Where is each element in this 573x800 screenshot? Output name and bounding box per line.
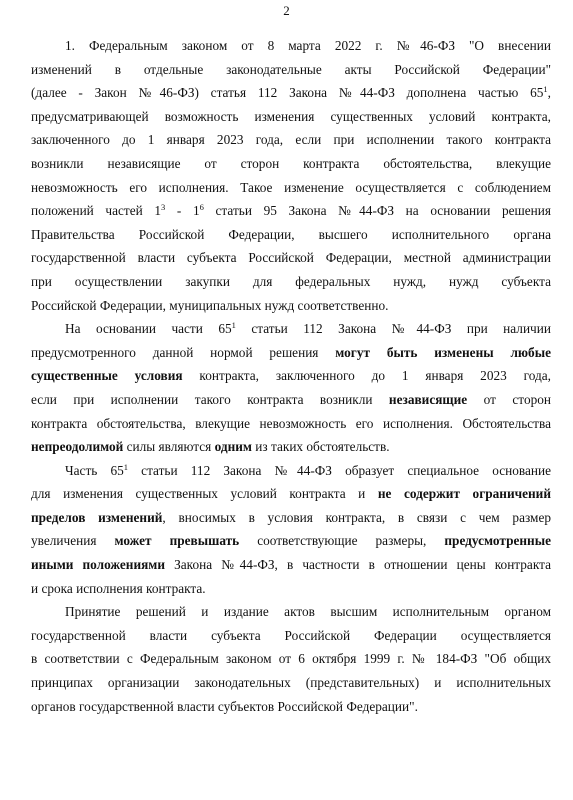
bold-text: иными положениями <box>31 557 166 573</box>
text-span: предусматривающей возможность изменения существенных условий контракта, <box>31 108 551 124</box>
text-span: соответствующие размеры, <box>239 533 445 549</box>
bold-text: пределов изменений <box>31 509 163 525</box>
superscript: 3 <box>161 202 166 213</box>
text-span: статьи 95 Закона №44-ФЗ на основании решения <box>203 203 551 219</box>
text-line <box>31 600 551 624</box>
text-line <box>31 364 551 388</box>
text-span: в соответствии с Федеральным законом от 6 октября 1999 г. № 184-ФЗ "Об общих <box>31 651 551 667</box>
text-span: возникли независящие от сторон контракта обстоятельства, влекущие <box>31 155 551 171</box>
bold-text: может превышать <box>114 533 240 549</box>
text-line <box>31 695 551 719</box>
text-line <box>31 199 551 223</box>
text-line <box>31 223 551 247</box>
text-span: государственной власти субъекта Российской Федерации осуществляется <box>31 627 551 643</box>
text-span: , <box>547 85 551 101</box>
bold-text: не содержит ограничений <box>377 486 551 502</box>
text-span: увеличения <box>31 533 115 549</box>
text-span: предусмотренного данной нормой решения <box>31 344 336 360</box>
bold-text: могут быть изменены любые <box>335 344 551 360</box>
text-line <box>31 647 551 671</box>
bold-text: существенные условия <box>31 368 183 384</box>
text-span: контракта, заключенного до 1 января 2023 года, <box>182 368 551 384</box>
text-span: положений частей 1 <box>31 203 162 219</box>
bold-text: непреодолимой <box>31 439 124 455</box>
text-line <box>31 58 551 82</box>
text-line <box>31 482 551 506</box>
text-span: статьи 112 Закона №44-ФЗ при наличии <box>235 321 551 337</box>
text-line <box>31 529 551 553</box>
text-span: и срока исполнения контракта. <box>31 580 206 596</box>
bold-text: одним <box>214 439 252 455</box>
text-line <box>31 152 551 176</box>
text-span: Принятие решений и издание актов высшим исполнительным органом <box>65 604 551 620</box>
text-span: государственной власти субъекта Российской Федерации, местной администрации <box>31 250 551 266</box>
paragraph <box>31 34 551 317</box>
text-line <box>31 553 551 577</box>
text-line <box>31 176 551 200</box>
text-line <box>31 294 551 318</box>
text-span: принципах организации законодательных (представительных) и исполнительных <box>31 675 551 691</box>
bold-text: предусмотренные <box>444 533 551 549</box>
text-span: изменений в отдельные законодательные акты Российской Федерации" <box>31 61 551 77</box>
text-line <box>31 270 551 294</box>
text-line <box>31 412 551 436</box>
text-span: органов государственной власти субъектов Российской Федерации". <box>31 698 418 714</box>
superscript: 1 <box>123 461 129 472</box>
text-span: статьи 112 Закона №44-ФЗ образует специальное основание <box>128 462 551 478</box>
text-line <box>31 341 551 365</box>
document-body <box>31 34 551 718</box>
text-line <box>31 459 551 483</box>
text-span: Правительства Российской Федерации, высшего исполнительного органа <box>31 226 551 242</box>
bold-text: независящие <box>388 391 468 407</box>
text-span: при осуществлении закупки для федеральных нужд, нужд субъекта <box>31 273 551 289</box>
text-span: Российской Федерации, муниципальных нужд соответственно. <box>31 297 389 313</box>
text-span: На основании части 65 <box>65 321 232 337</box>
superscript: 1 <box>543 84 548 95</box>
text-line <box>31 128 551 152</box>
text-span: контракта обстоятельства, влекущие невозможность его исполнения. Обстоятельства <box>31 415 551 431</box>
superscript: 6 <box>199 202 204 213</box>
text-line <box>31 671 551 695</box>
text-span: невозможность его исполнения. Такое изменение осуществляется с соблюдением <box>31 179 551 195</box>
paragraph <box>31 459 551 601</box>
text-span: силы являются <box>123 439 215 455</box>
paragraph <box>31 317 551 459</box>
text-span: из таких обстоятельств. <box>251 439 390 455</box>
text-span: для изменения существенных условий контракта и <box>31 486 378 502</box>
text-span: 1. Федеральным законом от 8 марта 2022 г. №46-ФЗ "О внесении <box>65 38 551 53</box>
text-span: , вносимых в условия контракта, в связи с чем размер <box>162 509 552 525</box>
text-line <box>31 105 551 129</box>
text-line <box>31 317 551 341</box>
text-span: Часть 65 <box>65 462 124 478</box>
text-line <box>31 388 551 412</box>
text-line <box>31 624 551 648</box>
page-number: 2 <box>283 3 290 18</box>
text-line <box>31 435 551 459</box>
text-span: Закона №44-ФЗ, в частности в отношении цены контракта <box>165 557 551 573</box>
text-span: (далее - Закон №46-ФЗ) статья 112 Закона №44-ФЗ дополнена частью 65 <box>31 85 544 101</box>
text-line <box>31 246 551 270</box>
text-span: если при исполнении такого контракта возникли <box>31 391 389 407</box>
text-line <box>31 577 551 601</box>
text-span: от сторон <box>467 391 551 407</box>
superscript: 1 <box>231 320 236 331</box>
text-span: - 1 <box>165 203 200 219</box>
text-span: заключенного до 1 января 2023 года, если при исполнении такого контракта <box>31 132 551 148</box>
paragraph <box>31 600 551 718</box>
text-line <box>31 34 551 58</box>
text-line <box>31 81 551 105</box>
text-line <box>31 506 551 530</box>
